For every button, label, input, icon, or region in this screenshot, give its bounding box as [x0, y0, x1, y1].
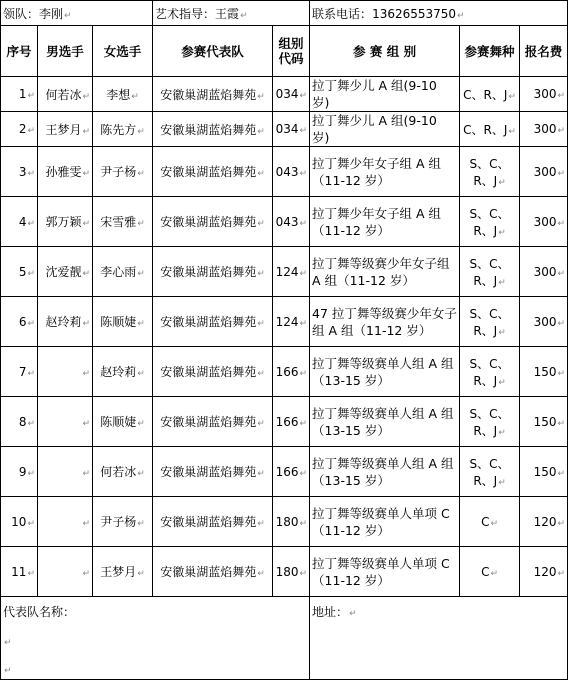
paragraph-mark: ↵ — [498, 227, 506, 238]
paragraph-mark: ↵ — [257, 569, 265, 579]
leader-label: 领队： — [3, 6, 40, 21]
dance-types: S、C、R、J — [469, 456, 510, 488]
entry-fee-cell — [520, 247, 568, 297]
row-number-cell — [1, 497, 38, 547]
row-number-cell — [1, 112, 38, 147]
paragraph-mark: ↵ — [299, 126, 308, 136]
team-name-cell — [1, 597, 310, 680]
entry-fee: 150 — [533, 364, 557, 379]
category: 拉丁舞等级赛单人组 A 组（13-15 岁） — [312, 405, 454, 438]
group-code-cell — [273, 397, 310, 447]
entry-fee-cell — [520, 147, 568, 197]
table-row — [1, 77, 568, 112]
table-row — [1, 547, 568, 597]
row-number-cell — [1, 147, 38, 197]
column-header-row — [1, 26, 568, 77]
col-fee: 报名费 — [520, 26, 568, 77]
paragraph-mark: ↵ — [490, 518, 499, 529]
male-dancer-cell — [38, 197, 93, 247]
category-cell — [310, 347, 460, 397]
paragraph-mark: ↵ — [137, 569, 145, 579]
group-code: 043 — [275, 164, 299, 179]
team-name: 安徽巢湖蓝焰舞苑 — [160, 122, 257, 137]
paragraph-mark: ↵ — [557, 126, 566, 136]
entry-fee: 300 — [533, 314, 557, 329]
category-cell — [310, 147, 460, 197]
paragraph-mark: ↵ — [299, 218, 308, 229]
male-dancer: 郭万颖 — [45, 215, 82, 229]
paragraph-mark: ↵ — [137, 126, 145, 137]
row-number: 11 — [11, 564, 27, 579]
col-dance: 参赛舞种 — [460, 26, 520, 77]
paragraph-mark: ↵ — [299, 518, 308, 529]
row-number: 5 — [18, 264, 27, 279]
female-dancer-cell — [93, 147, 153, 197]
category: 拉丁舞少儿 A 组(9-10 岁) — [312, 78, 437, 110]
dance-types: C — [481, 564, 490, 579]
paragraph-mark: ↵ — [299, 91, 308, 101]
dance-types-cell — [460, 397, 520, 447]
paragraph-mark: ↵ — [27, 318, 35, 329]
entry-fee-cell — [520, 397, 568, 447]
paragraph-mark: ↵ — [27, 268, 35, 279]
row-number: 7 — [18, 364, 27, 379]
category: 拉丁舞等级赛单人组 A 组（13-15 岁） — [312, 355, 454, 388]
dance-types-cell — [460, 547, 520, 597]
paragraph-mark: ↵ — [490, 568, 499, 579]
female-dancer-cell — [93, 447, 153, 497]
category: 47 拉丁舞等级赛少年女子组 A 组（11-12 岁） — [312, 305, 457, 338]
group-code-cell — [273, 497, 310, 547]
team-name-cell — [153, 497, 273, 547]
row-number-cell — [1, 447, 38, 497]
category-cell — [310, 397, 460, 447]
male-dancer-cell — [38, 497, 93, 547]
row-number-cell — [1, 197, 38, 247]
paragraph-mark: ↵ — [257, 469, 265, 479]
group-code: 124 — [275, 264, 299, 279]
team-name: 安徽巢湖蓝焰舞苑 — [160, 87, 257, 102]
team-name-cell — [153, 297, 273, 347]
table-row — [1, 447, 568, 497]
team-name: 安徽巢湖蓝焰舞苑 — [160, 265, 257, 279]
col-code: 组别代码 — [273, 26, 310, 77]
paragraph-mark: ↵ — [240, 10, 248, 21]
paragraph-mark: ↵ — [4, 666, 12, 676]
table-row — [1, 397, 568, 447]
col-female: 女选手 — [93, 26, 153, 77]
entry-fee: 150 — [533, 414, 557, 429]
entry-fee: 300 — [533, 164, 557, 179]
female-dancer: 李想 — [106, 87, 131, 102]
paragraph-mark: ↵ — [137, 219, 145, 229]
dance-types-cell — [460, 297, 520, 347]
group-code: 166 — [275, 464, 299, 479]
table-row — [1, 497, 568, 547]
paragraph-mark: ↵ — [27, 418, 35, 429]
paragraph-mark: ↵ — [82, 368, 90, 379]
dance-types-cell — [460, 197, 520, 247]
female-dancer-cell — [93, 347, 153, 397]
female-dancer: 尹子杨 — [100, 515, 137, 529]
paragraph-mark: ↵ — [299, 368, 308, 379]
dance-types: S、C、R、J — [469, 256, 510, 288]
coach-name: 王霞 — [215, 6, 240, 21]
male-dancer-cell — [38, 147, 93, 197]
paragraph-mark: ↵ — [257, 419, 265, 429]
row-number-cell — [1, 297, 38, 347]
group-code-cell — [273, 112, 310, 147]
paragraph-mark: ↵ — [137, 269, 145, 279]
paragraph-mark: ↵ — [299, 318, 308, 329]
paragraph-mark: ↵ — [299, 568, 308, 579]
female-dancer: 尹子杨 — [100, 165, 137, 179]
dance-types-cell — [460, 147, 520, 197]
paragraph-mark: ↵ — [498, 327, 506, 338]
category-cell — [310, 297, 460, 347]
team-name-cell — [153, 347, 273, 397]
paragraph-mark: ↵ — [27, 468, 35, 479]
row-number-cell — [1, 347, 38, 397]
male-dancer: 何若冰 — [45, 87, 82, 102]
group-code: 180 — [275, 564, 299, 579]
group-code: 034 — [275, 87, 299, 101]
category-cell — [310, 247, 460, 297]
dance-types: C、R、J — [463, 122, 508, 137]
female-dancer-cell — [93, 297, 153, 347]
paragraph-mark: ↵ — [257, 319, 265, 329]
paragraph-mark: ↵ — [137, 419, 145, 429]
entry-fee: 300 — [533, 264, 557, 279]
entry-fee: 120 — [533, 514, 557, 529]
female-dancer-cell — [93, 197, 153, 247]
row-number-cell — [1, 547, 38, 597]
entry-fee-cell — [520, 297, 568, 347]
entry-fee-cell — [520, 497, 568, 547]
paragraph-mark: ↵ — [299, 268, 308, 279]
female-dancer: 陈先方 — [100, 122, 137, 137]
paragraph-mark: ↵ — [137, 319, 145, 329]
category: 拉丁舞等级赛单人单项 C（11-12 岁） — [312, 555, 450, 588]
paragraph-mark: ↵ — [131, 91, 139, 102]
team-name-label: 代表队名称： — [3, 605, 76, 619]
team-name-cell — [153, 197, 273, 247]
team-name-cell — [153, 447, 273, 497]
group-code: 166 — [275, 414, 299, 429]
paragraph-mark: ↵ — [27, 518, 35, 529]
dance-types: S、C、R、J — [469, 356, 510, 388]
team-name-cell — [153, 77, 273, 112]
paragraph-mark: ↵ — [257, 126, 265, 137]
group-code-cell — [273, 297, 310, 347]
table-row — [1, 297, 568, 347]
paragraph-mark: ↵ — [82, 219, 90, 229]
phone-number: 13626553750 — [372, 6, 457, 21]
team-name-cell — [153, 547, 273, 597]
paragraph-mark: ↵ — [27, 218, 35, 229]
row-number: 4 — [18, 214, 27, 229]
paragraph-mark: ↵ — [557, 91, 566, 101]
paragraph-mark: ↵ — [82, 468, 90, 479]
row-number-cell — [1, 397, 38, 447]
team-name: 安徽巢湖蓝焰舞苑 — [160, 215, 257, 229]
team-name: 安徽巢湖蓝焰舞苑 — [160, 315, 257, 329]
category: 拉丁舞等级赛单人组 A 组（13-15 岁） — [312, 455, 454, 488]
female-dancer-cell — [93, 397, 153, 447]
male-dancer-cell — [38, 247, 93, 297]
category: 拉丁舞等级赛单人单项 C（11-12 岁） — [312, 505, 450, 538]
male-dancer: 王梦月 — [45, 122, 82, 137]
dance-types: C — [481, 514, 490, 529]
entry-fee: 120 — [533, 564, 557, 579]
female-dancer-cell — [93, 247, 153, 297]
dance-types: S、C、R、J — [469, 406, 510, 438]
table-row — [1, 247, 568, 297]
paragraph-mark: ↵ — [27, 368, 35, 379]
paragraph-mark: ↵ — [82, 418, 90, 429]
paragraph-mark: ↵ — [498, 477, 506, 488]
female-dancer: 陈顺婕 — [100, 415, 137, 429]
male-dancer: 孙雅雯 — [45, 165, 82, 179]
phone-cell — [310, 1, 568, 26]
paragraph-mark: ↵ — [257, 369, 265, 379]
row-number: 8 — [18, 414, 27, 429]
team-name: 安徽巢湖蓝焰舞苑 — [160, 415, 257, 429]
paragraph-mark: ↵ — [457, 10, 465, 21]
paragraph-mark: ↵ — [557, 218, 566, 229]
female-dancer-cell — [93, 77, 153, 112]
row-number: 9 — [18, 464, 27, 479]
group-code: 124 — [275, 314, 299, 329]
group-code-cell — [273, 147, 310, 197]
address-label: 地址： — [312, 605, 349, 619]
paragraph-mark: ↵ — [557, 568, 566, 579]
paragraph-mark: ↵ — [299, 418, 308, 429]
dance-types-cell — [460, 112, 520, 147]
col-no: 序号 — [1, 26, 38, 77]
category: 拉丁舞少年女子组 A 组（11-12 岁） — [312, 205, 442, 238]
row-number: 2 — [18, 122, 27, 136]
dance-types-cell — [460, 497, 520, 547]
paragraph-mark: ↵ — [82, 169, 90, 179]
entry-fee-cell — [520, 197, 568, 247]
paragraph-mark: ↵ — [557, 418, 566, 429]
paragraph-mark: ↵ — [508, 126, 516, 137]
address-cell — [310, 597, 568, 680]
team-name-cell — [153, 397, 273, 447]
paragraph-mark: ↵ — [137, 369, 145, 379]
team-name: 安徽巢湖蓝焰舞苑 — [160, 515, 257, 529]
male-dancer: 沈爱靓 — [45, 265, 82, 279]
entry-fee: 300 — [533, 87, 557, 101]
paragraph-mark: ↵ — [137, 519, 145, 529]
paragraph-mark: ↵ — [82, 91, 90, 102]
row-number: 10 — [11, 514, 27, 529]
paragraph-mark: ↵ — [299, 168, 308, 179]
coach-label: 艺术指导： — [155, 6, 216, 21]
contact-row — [1, 1, 568, 26]
dance-types-cell — [460, 347, 520, 397]
team-name-cell — [153, 247, 273, 297]
paragraph-mark: ↵ — [27, 126, 35, 136]
col-male: 男选手 — [38, 26, 93, 77]
team-name: 安徽巢湖蓝焰舞苑 — [160, 565, 257, 579]
table-row — [1, 147, 568, 197]
female-dancer: 李心雨 — [100, 265, 137, 279]
row-number: 1 — [18, 87, 27, 101]
row-number: 6 — [18, 314, 27, 329]
entry-fee-cell — [520, 347, 568, 397]
group-code: 180 — [275, 514, 299, 529]
team-name: 安徽巢湖蓝焰舞苑 — [160, 465, 257, 479]
female-dancer: 赵玲莉 — [100, 365, 137, 379]
row-number-cell — [1, 77, 38, 112]
paragraph-mark: ↵ — [498, 377, 506, 388]
female-dancer: 王梦月 — [100, 565, 137, 579]
male-dancer-cell — [38, 112, 93, 147]
dance-types-cell — [460, 447, 520, 497]
paragraph-mark: ↵ — [498, 277, 506, 288]
group-code: 043 — [275, 214, 299, 229]
team-name: 安徽巢湖蓝焰舞苑 — [160, 165, 257, 179]
paragraph-mark: ↵ — [82, 319, 90, 329]
team-name: 安徽巢湖蓝焰舞苑 — [160, 365, 257, 379]
category-cell — [310, 77, 460, 112]
category: 拉丁舞等级赛少年女子组 A 组（11-12 岁） — [312, 255, 450, 288]
female-dancer-cell — [93, 547, 153, 597]
coach-cell — [153, 1, 310, 26]
table-row — [1, 347, 568, 397]
paragraph-mark: ↵ — [299, 468, 308, 479]
paragraph-mark: ↵ — [82, 568, 90, 579]
paragraph-mark: ↵ — [498, 177, 506, 188]
category-cell — [310, 447, 460, 497]
table-row — [1, 197, 568, 247]
female-dancer: 宋雪雅 — [100, 215, 137, 229]
paragraph-mark: ↵ — [4, 638, 12, 648]
male-dancer-cell — [38, 77, 93, 112]
paragraph-mark: ↵ — [508, 91, 516, 102]
category-cell — [310, 547, 460, 597]
dance-types-cell — [460, 77, 520, 112]
paragraph-mark: ↵ — [557, 518, 566, 529]
dance-types: S、C、R、J — [469, 156, 510, 188]
paragraph-mark: ↵ — [137, 469, 145, 479]
entry-fee-cell — [520, 77, 568, 112]
group-code-cell — [273, 77, 310, 112]
table-row — [1, 112, 568, 147]
category-cell — [310, 197, 460, 247]
paragraph-mark: ↵ — [257, 269, 265, 279]
paragraph-mark: ↵ — [27, 91, 35, 101]
group-code: 166 — [275, 364, 299, 379]
team-name-cell — [153, 147, 273, 197]
paragraph-mark: ↵ — [27, 168, 35, 179]
dance-types: S、C、R、J — [469, 306, 510, 338]
entry-fee-cell — [520, 112, 568, 147]
entry-fee: 300 — [533, 214, 557, 229]
paragraph-mark: ↵ — [82, 518, 90, 529]
female-dancer: 何若冰 — [100, 465, 137, 479]
paragraph-mark: ↵ — [64, 10, 72, 21]
dance-types-cell — [460, 247, 520, 297]
group-code-cell — [273, 547, 310, 597]
paragraph-mark: ↵ — [82, 269, 90, 279]
entry-fee: 300 — [533, 122, 557, 136]
group-code-cell — [273, 347, 310, 397]
group-code-cell — [273, 197, 310, 247]
col-team: 参赛代表队 — [153, 26, 273, 77]
paragraph-mark: ↵ — [82, 126, 90, 137]
team-name-cell — [153, 112, 273, 147]
male-dancer-cell — [38, 447, 93, 497]
category-cell — [310, 112, 460, 147]
female-dancer: 陈顺婕 — [100, 315, 137, 329]
female-dancer-cell — [93, 497, 153, 547]
dance-types: S、C、R、J — [469, 206, 510, 238]
paragraph-mark: ↵ — [557, 468, 566, 479]
male-dancer-cell — [38, 547, 93, 597]
paragraph-mark: ↵ — [257, 91, 265, 102]
col-category: 参 赛 组 别 — [310, 26, 460, 77]
male-dancer-cell — [38, 297, 93, 347]
paragraph-mark: ↵ — [27, 568, 35, 579]
entry-fee: 150 — [533, 464, 557, 479]
group-code-cell — [273, 447, 310, 497]
male-dancer-cell — [38, 347, 93, 397]
paragraph-mark: ↵ — [257, 219, 265, 229]
paragraph-mark: ↵ — [498, 427, 506, 438]
entry-fee-cell — [520, 447, 568, 497]
male-dancer: 赵玲莉 — [45, 315, 82, 329]
group-code-cell — [273, 247, 310, 297]
paragraph-mark: ↵ — [257, 519, 265, 529]
dance-types: C、R、J — [463, 87, 508, 102]
paragraph-mark: ↵ — [557, 368, 566, 379]
paragraph-mark: ↵ — [557, 268, 566, 279]
paragraph-mark: ↵ — [349, 609, 357, 619]
leader-name: 李刚 — [39, 6, 64, 21]
group-code: 034 — [275, 122, 299, 136]
paragraph-mark: ↵ — [257, 169, 265, 179]
category: 拉丁舞少年女子组 A 组（11-12 岁） — [312, 155, 442, 188]
footer-row — [1, 597, 568, 680]
row-number-cell — [1, 247, 38, 297]
phone-label: 联系电话： — [312, 6, 373, 21]
paragraph-mark: ↵ — [137, 169, 145, 179]
category: 拉丁舞少儿 A 组(9-10 岁) — [312, 113, 437, 145]
female-dancer-cell — [93, 112, 153, 147]
leader-cell — [1, 1, 153, 26]
paragraph-mark: ↵ — [557, 318, 566, 329]
row-number: 3 — [18, 164, 27, 179]
category-cell — [310, 497, 460, 547]
paragraph-mark: ↵ — [557, 168, 566, 179]
male-dancer-cell — [38, 397, 93, 447]
entry-fee-cell — [520, 547, 568, 597]
